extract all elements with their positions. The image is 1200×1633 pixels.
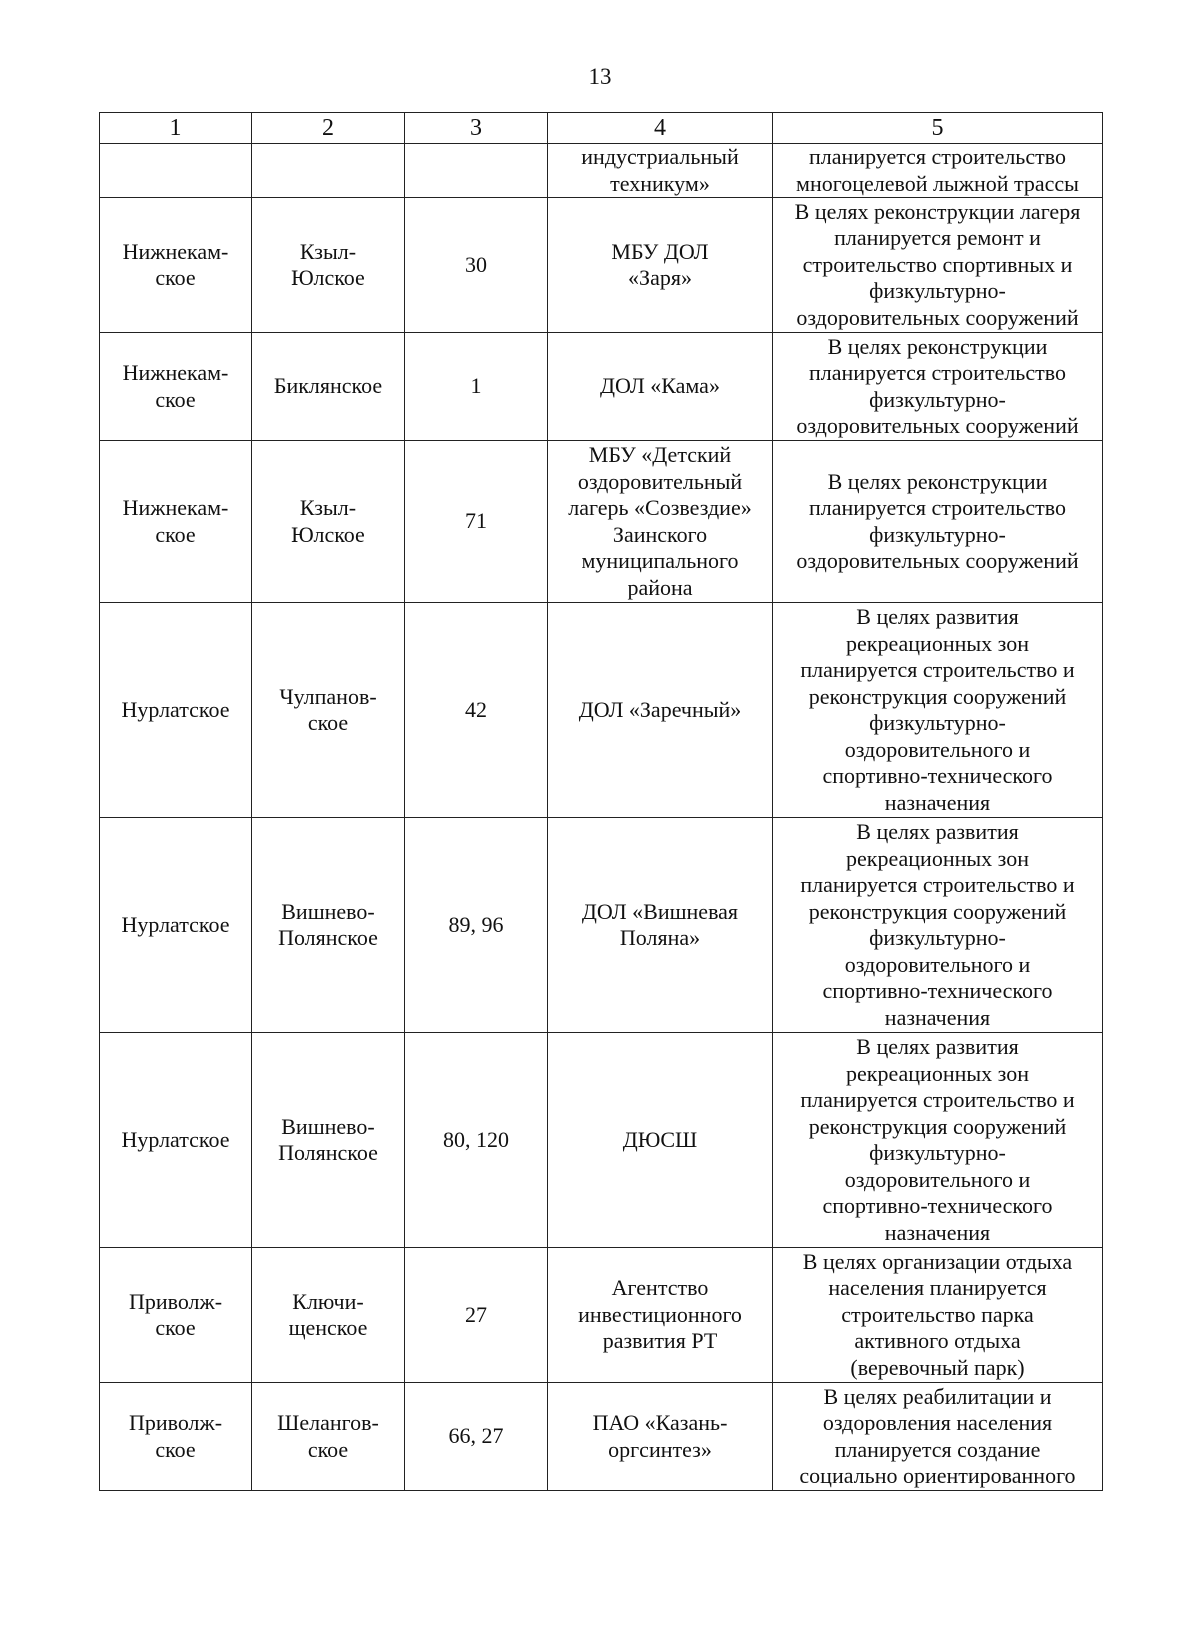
district-cell: Нурлатское bbox=[100, 603, 252, 818]
column-header: 2 bbox=[252, 113, 405, 144]
district-cell: Нижнекам- ское bbox=[100, 198, 252, 333]
settlement-cell: Чулпанов- ское bbox=[252, 603, 405, 818]
plot-number-cell: 1 bbox=[405, 333, 548, 441]
plot-number-cell: 89, 96 bbox=[405, 818, 548, 1033]
settlement-cell bbox=[252, 144, 405, 198]
description-cell: планируется строительство многоцелевой лыжной трассы bbox=[773, 144, 1103, 198]
description-cell: В целях развития рекреационных зон планируется строительство и реконструкция сооружений физкультурно- оздоровительного и спортивно-технического назначения bbox=[773, 1033, 1103, 1248]
table-row bbox=[100, 1383, 1103, 1491]
table-row bbox=[100, 441, 1103, 603]
settlement-cell: Шелангов- ское bbox=[252, 1383, 405, 1491]
plot-number-cell: 42 bbox=[405, 603, 548, 818]
description-cell: В целях реконструкции лагеря планируется ремонт и строительство спортивных и физкультурно- оздоровительных сооружений bbox=[773, 198, 1103, 333]
description-cell: В целях развития рекреационных зон планируется строительство и реконструкция сооружений физкультурно- оздоровительного и спортивно-технического назначения bbox=[773, 603, 1103, 818]
district-cell: Приволж- ское bbox=[100, 1248, 252, 1383]
description-cell: В целях развития рекреационных зон планируется строительство и реконструкция сооружений физкультурно- оздоровительного и спортивно-технического назначения bbox=[773, 818, 1103, 1033]
settlement-cell: Ключи- щенское bbox=[252, 1248, 405, 1383]
description-cell: В целях реконструкции планируется строительство физкультурно- оздоровительных сооружений bbox=[773, 441, 1103, 603]
district-cell: Нижнекам- ское bbox=[100, 441, 252, 603]
plot-number-cell: 71 bbox=[405, 441, 548, 603]
table-row bbox=[100, 198, 1103, 333]
settlement-cell: Вишнево- Полянское bbox=[252, 1033, 405, 1248]
table-row bbox=[100, 603, 1103, 818]
settlement-cell: Кзыл- Юлское bbox=[252, 441, 405, 603]
object-cell: ДЮСШ bbox=[548, 1033, 773, 1248]
plot-number-cell: 66, 27 bbox=[405, 1383, 548, 1491]
description-cell: В целях реконструкции планируется строительство физкультурно- оздоровительных сооружений bbox=[773, 333, 1103, 441]
object-cell: ДОЛ «Кама» bbox=[548, 333, 773, 441]
object-cell: индустриальный техникум» bbox=[548, 144, 773, 198]
object-cell: Агентство инвестиционного развития РТ bbox=[548, 1248, 773, 1383]
object-cell: МБУ ДОЛ «Заря» bbox=[548, 198, 773, 333]
district-cell: Нижнекам- ское bbox=[100, 333, 252, 441]
data-table bbox=[99, 112, 1103, 1491]
settlement-cell: Биклянское bbox=[252, 333, 405, 441]
column-header: 4 bbox=[548, 113, 773, 144]
description-cell: В целях организации отдыха населения планируется строительство парка активного отдыха (веревочный парк) bbox=[773, 1248, 1103, 1383]
column-header: 3 bbox=[405, 113, 548, 144]
district-cell: Нурлатское bbox=[100, 818, 252, 1033]
settlement-cell: Вишнево- Полянское bbox=[252, 818, 405, 1033]
plot-number-cell: 27 bbox=[405, 1248, 548, 1383]
page-number: 13 bbox=[588, 64, 612, 89]
object-cell: ПАО «Казань- оргсинтез» bbox=[548, 1383, 773, 1491]
table-row bbox=[100, 1248, 1103, 1383]
plot-number-cell: 80, 120 bbox=[405, 1033, 548, 1248]
table-header-row bbox=[100, 113, 1103, 144]
table-row bbox=[100, 818, 1103, 1033]
column-header: 5 bbox=[773, 113, 1103, 144]
table-row bbox=[100, 144, 1103, 198]
object-cell: МБУ «Детский оздоровительный лагерь «Созвездие» Заинского муниципального района bbox=[548, 441, 773, 603]
object-cell: ДОЛ «Вишневая Поляна» bbox=[548, 818, 773, 1033]
description-cell: В целях реабилитации и оздоровления населения планируется создание социально ориентированного bbox=[773, 1383, 1103, 1491]
plot-number-cell: 30 bbox=[405, 198, 548, 333]
column-header: 1 bbox=[100, 113, 252, 144]
object-cell: ДОЛ «Заречный» bbox=[548, 603, 773, 818]
district-cell: Приволж- ское bbox=[100, 1383, 252, 1491]
settlement-cell: Кзыл- Юлское bbox=[252, 198, 405, 333]
plot-number-cell bbox=[405, 144, 548, 198]
district-cell bbox=[100, 144, 252, 198]
table-row bbox=[100, 1033, 1103, 1248]
table-row bbox=[100, 333, 1103, 441]
district-cell: Нурлатское bbox=[100, 1033, 252, 1248]
